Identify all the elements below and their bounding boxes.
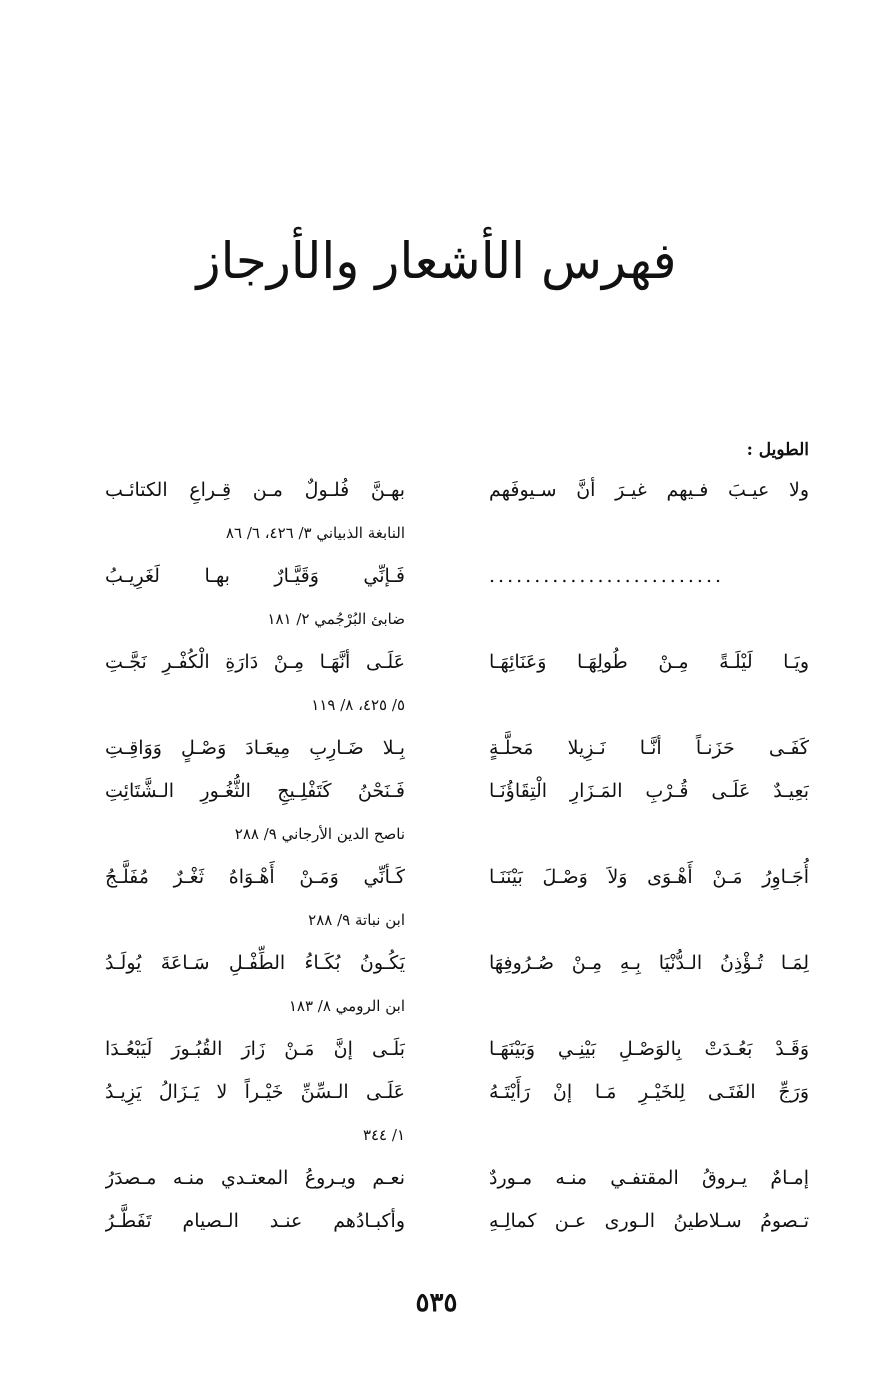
poet-attribution: ١/ ٣٤٤ [362,1126,405,1144]
verse-first-hemistich: إمـامٌ يـروقُ المقتفـي منـه مـوردٌ [489,1167,809,1189]
verse-first-hemistich: أُجَـاوِرُ مَـنْ أَهْـوَى وَلاَ وَصْـلَ بَيْنَنَـا [489,866,809,888]
attribution-row [0,814,873,854]
verse-first-hemistich: ولا عيـبَ فـيهم غيـرَ أنَّ سـيوفَهم [489,479,809,501]
verse-row [0,1029,873,1069]
attribution-row [0,599,873,639]
verse-second-hemistich: عَلَـى أنَّهَـا مِـنْ دَارَةِ الْكُفْـرِ نَجَّـتِ [105,651,405,673]
verse-first-hemistich: وَقَـدْ بَعُـدَتْ بِالوَصْـلِ بَيْنِـي وَبَيْنَهَـا [489,1038,809,1060]
verse-second-hemistich: وأكبـادُهم عنـد الـصيام تَفَطَّـرُ [105,1210,405,1232]
attribution-row [0,986,873,1026]
verse-row [0,1158,873,1198]
verse-row [0,1072,873,1112]
verse-row [0,642,873,682]
verse-first-hemistich: لِمَـا تُـؤْذِنُ الـدُّنْيَا بِـهِ مِـنْ صُـرُوفِهَا [489,952,809,974]
verse-row [0,857,873,897]
attribution-row [0,513,873,553]
page-number: ٥٣٥ [415,1288,458,1318]
poet-attribution: النابغة الذبياني ٣/ ٤٢٦، ٦/ ٨٦ [225,524,405,542]
verse-row [0,943,873,983]
verse-second-hemistich: بهـنَّ فُلـولٌ مـن قِـراعِ الكتائـب [105,479,405,501]
verse-first-hemistich: .......................... [489,565,725,587]
poet-attribution: ناصح الدين الأرجاني ٩/ ٢٨٨ [234,825,405,843]
verse-first-hemistich: ويَـا لَيْلَـةً مِـنْ طُولِهَـا وَعَنَائِهَـا [489,651,809,673]
verse-second-hemistich: فَـإنِّي وَقَيَّـارٌ بهـا لَغَرِيـبُ [105,565,405,587]
verse-first-hemistich: بَعِيـدٌ عَلَـى قُـرْبِ المَـزَارِ الْتِقَاؤُنَـا [489,780,809,802]
poet-attribution: ٥/ ٤٢٥، ٨/ ١١٩ [311,696,405,714]
page-title: فهرس الأشعار والأرجاز [196,232,677,290]
verse-row [0,771,873,811]
verse-second-hemistich: فَـنَحْنُ كَتَفْلِـيجِ الثُّغُـورِ الـشَّتَائِتِ [105,780,405,802]
meter-heading: الطويل : [746,440,809,460]
verse-second-hemistich: بِـلا ضَـارِبِ مِيعَـادَ وَصْـلٍ وَوَاقِـتِ [105,737,405,759]
attribution-row [0,685,873,725]
verse-second-hemistich: بَلَـى إنَّ مَـنْ زَارَ القُبُـورَ لَيَبْعُـدَا [105,1038,405,1060]
verse-row [0,556,873,596]
verse-first-hemistich: وَرَجِّ الفَتَـى لِلخَيْـرِ مَـا إنْ رَأَيْتَـهُ [489,1081,809,1103]
attribution-row [0,1115,873,1155]
verse-row [0,470,873,510]
verse-second-hemistich: عَلَـى الـسِّنِّ خَيْـراً لا يَـزَالُ يَزِيـدُ [105,1081,405,1103]
verse-first-hemistich: تـصومُ سـلاطينُ الـورى عـن كمالِـهِ [489,1210,809,1232]
verse-second-hemistich: يَكُـونُ بُكَـاءُ الطِّفْـلِ سَـاعَةَ يُولَـدُ [105,952,405,974]
verse-row [0,728,873,768]
attribution-row [0,900,873,940]
poet-attribution: ابن نباتة ٩/ ٢٨٨ [308,911,405,929]
verse-second-hemistich: كَـأنِّي وَمَـنْ أَهْـوَاهُ ثَغْـرٌ مُفَلَّـجُ [105,866,405,888]
verse-second-hemistich: نعـم ويـروعُ المعتـدي منـه مـصدَرُ [105,1167,405,1189]
verse-first-hemistich: كَفَـى حَزَنـاً أنَّـا نَـزِيلا مَحلَّـةٍ [489,737,809,759]
poet-attribution: ابن الرومي ٨/ ١٨٣ [288,997,405,1015]
verse-row [0,1201,873,1241]
poet-attribution: ضابئ البُرْجُمي ٢/ ١٨١ [267,610,405,628]
